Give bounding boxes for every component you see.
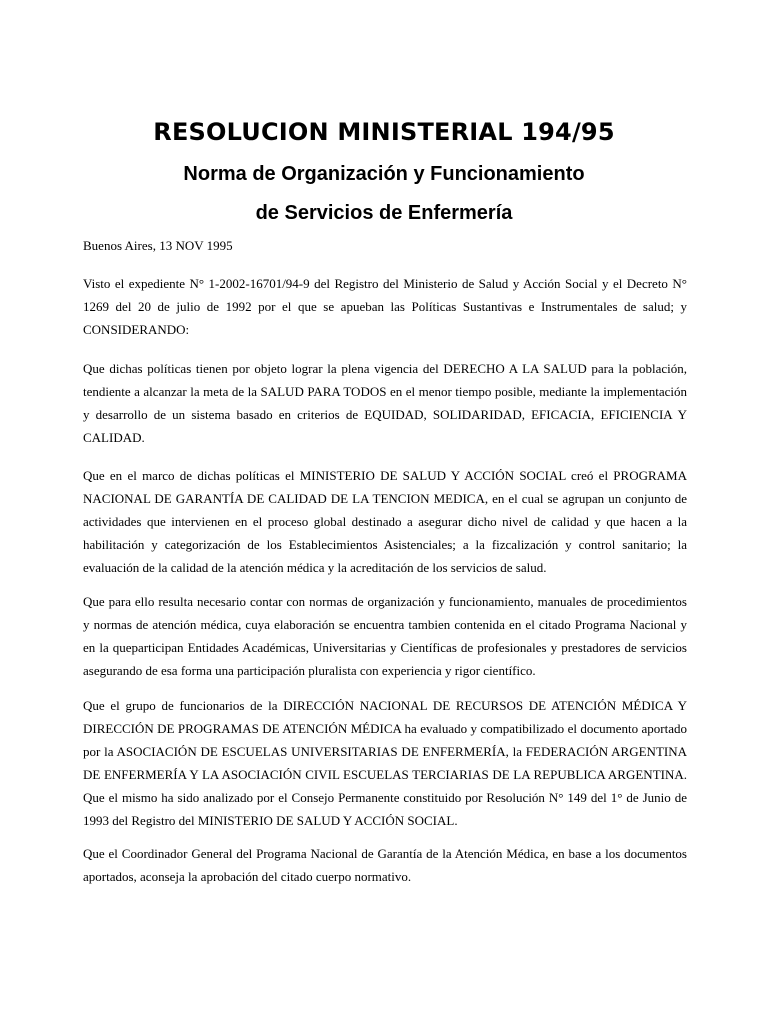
paragraph-normas: Que para ello resulta necesario contar con normas de organización y funcionamiento, manuales de procedimientos y normas de atención médica, cuya elaboración se encuentra tambien contenida en el citado Programa Nacional y en la queparticipan Entidades Académicas, Universitarias y Científicas de profesionales y prestadores de servicios asegurando de esa forma una participación pluralista con experiencia y rigor científico.: [83, 594, 687, 678]
paragraph-politicas: Que dichas políticas tienen por objeto lograr la plena vigencia del DERECHO A LA SALUD para la población, tendiente a alcanzar la meta de la SALUD PARA TODOS en el menor tiempo posible, mediante la implementación y desarrollo de un sistema basado en criterios de EQUIDAD, SOLIDARIDAD, EFICACIA, EFICIENCIA Y CALIDAD.: [83, 361, 687, 445]
document-title: RESOLUCION MINISTERIAL 194/95: [153, 118, 615, 146]
paragraph-coordinador: Que el Coordinador General del Programa Nacional de Garantía de la Atención Médica, en base a los documentos aportados, aconseja la aprobación del citado cuerpo normativo.: [83, 846, 687, 884]
paragraph-visto: Visto el expediente N° 1-2002-16701/94-9 del Registro del Ministerio de Salud y Acción Social y el Decreto N° 1269 del 20 de julio de 1992 por el que se apueban las Políticas Sustantivas e Instrumentales de salud; y CONSIDERANDO:: [83, 276, 687, 337]
date-line: Buenos Aires, 13 NOV 1995: [83, 238, 233, 253]
document-subtitle-line1: Norma de Organización y Funcionamiento: [183, 163, 585, 185]
paragraph-programa-nacional: Que en el marco de dichas políticas el MINISTERIO DE SALUD Y ACCIÓN SOCIAL creó el PROGRAMA NACIONAL DE GARANTÍA DE CALIDAD DE LA TENCION MEDICA, en el cual se agrupan un conjunto de actividades que intervienen en el proceso global destinado a asegurar dicho nivel de calidad y que hacen a la habilitación y categorización de los Establecimientos Asistenciales; a la fizcalización y control sanitario; la evaluación de la calidad de la atención médica y la acreditación de los servicios de salud.: [83, 468, 687, 575]
document-subtitle-line2: de Servicios de Enfermería: [255, 202, 513, 224]
paragraph-grupo-funcionarios: Que el grupo de funcionarios de la DIRECCIÓN NACIONAL DE RECURSOS DE ATENCIÓN MÉDICA Y DIRECCIÓN DE PROGRAMAS DE ATENCIÓN MÉDICA ha evaluado y compatibilizado el documento aportado por la ASOCIACIÓN DE ESCUELAS UNIVERSITARIAS DE ENFERMERÍA, la FEDERACIÓN ARGENTINA DE ENFERMERÍA Y LA ASOCIACIÓN CIVIL ESCUELAS TERCIARIAS DE LA REPUBLICA ARGENTINA. Que el mismo ha sido analizado por el Consejo Permanente constituido por Resolución N° 149 del 1° de Junio de 1993 del Registro del MINISTERIO DE SALUD Y ACCIÓN SOCIAL.: [83, 698, 687, 828]
